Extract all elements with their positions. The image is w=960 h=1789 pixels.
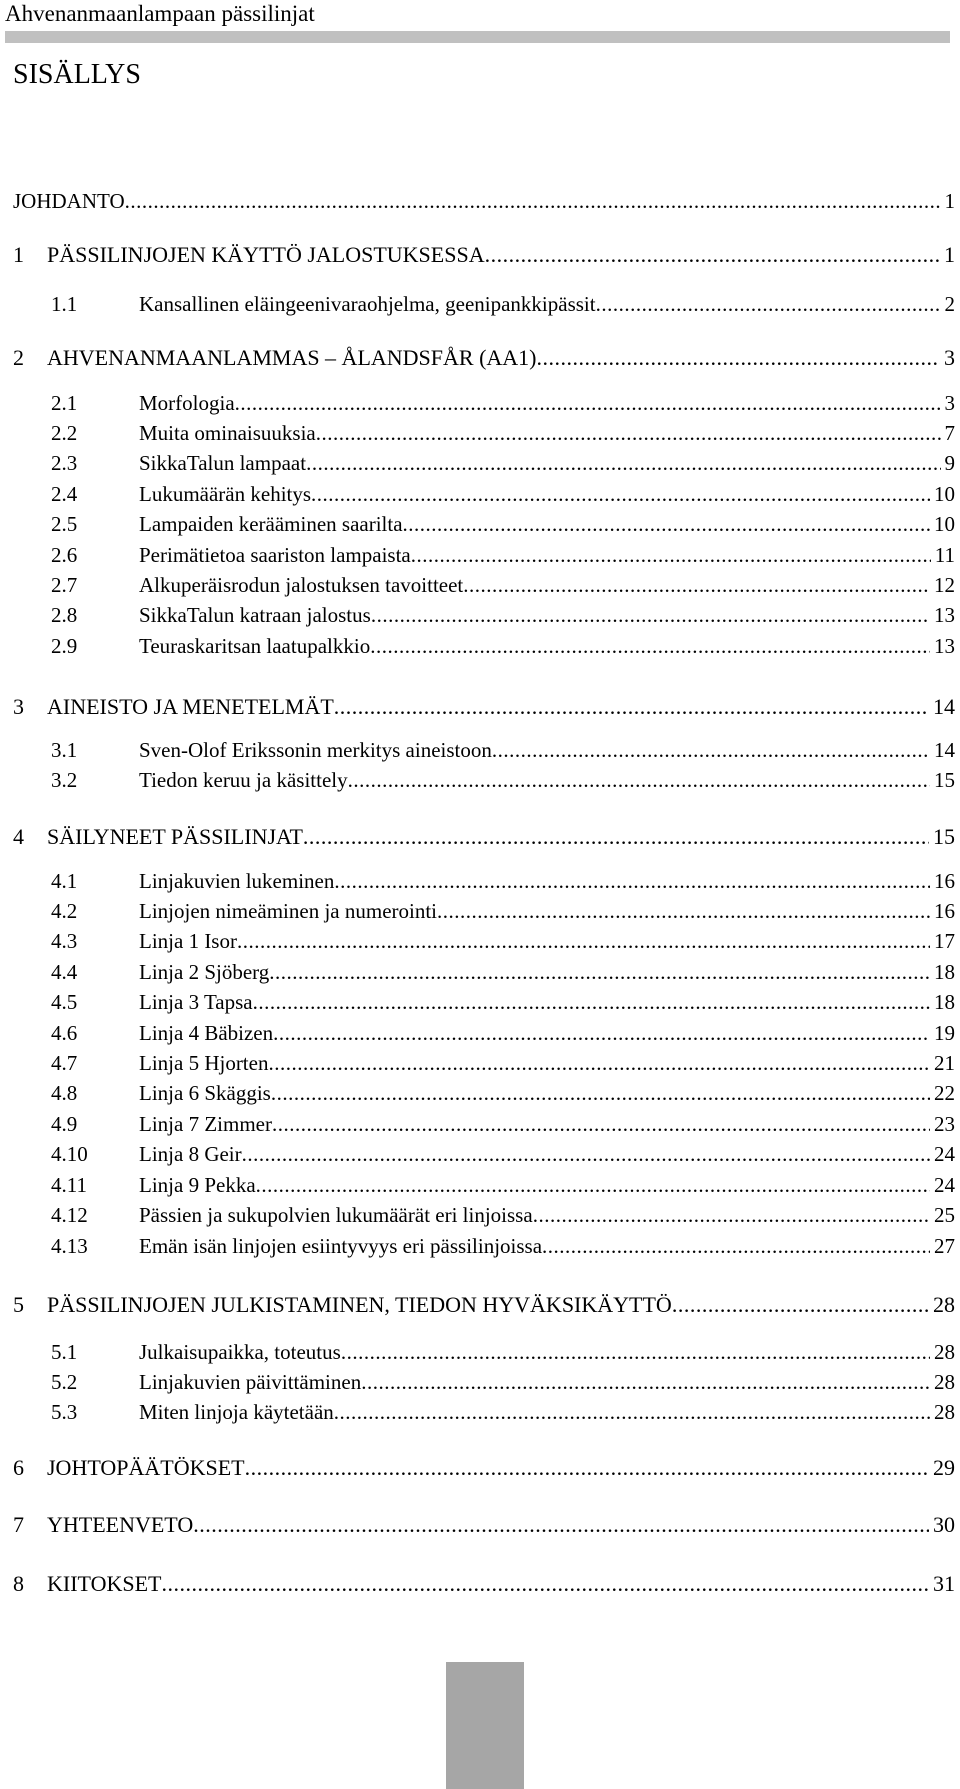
toc-dot-leader	[273, 1018, 930, 1048]
toc-entry-number: 5	[13, 1292, 24, 1317]
toc-dot-leader	[334, 692, 929, 722]
toc-entry-number: 3.2	[51, 768, 78, 792]
toc-entry[interactable]	[13, 289, 955, 319]
header-rule	[5, 31, 950, 43]
toc-entry-page: 12	[934, 573, 955, 597]
toc-entry-title: AHVENANMAANLAMMAS – ÅLANDSFÅR (AA1)	[47, 345, 537, 370]
toc-entry-page: 13	[934, 603, 955, 627]
toc-entry-number: 5.3	[51, 1400, 78, 1424]
toc-entry-page: 7	[944, 421, 955, 445]
toc-entry-title: Linja 3 Tapsa	[139, 990, 253, 1014]
toc-entry[interactable]	[13, 1337, 955, 1367]
toc-entry-title: Perimätietoa saariston lampaista	[139, 543, 411, 567]
toc-entry-number: 8	[13, 1571, 24, 1596]
toc-entry[interactable]	[13, 1200, 955, 1230]
toc-entry-page: 15	[933, 824, 955, 849]
toc-entry-page: 30	[933, 1512, 955, 1537]
toc-entry-number: 4.10	[51, 1142, 88, 1166]
toc-entry[interactable]	[13, 343, 955, 373]
toc-dot-leader	[596, 289, 941, 319]
toc-entry-page: 25	[934, 1203, 955, 1227]
toc-entry[interactable]	[13, 987, 955, 1017]
toc-dot-leader	[161, 1569, 929, 1599]
toc-entry[interactable]	[13, 388, 955, 418]
toc-entry-number: 4.12	[51, 1203, 88, 1227]
toc-entry-page: 14	[934, 738, 955, 762]
toc-entry-number: 6	[13, 1455, 24, 1480]
toc-entry-page: 22	[934, 1081, 955, 1105]
toc-dot-leader	[268, 1048, 930, 1078]
toc-entry-page: 13	[934, 634, 955, 658]
toc-entry-title: Linjojen nimeäminen ja numerointi	[139, 899, 438, 923]
toc-dot-leader	[672, 1290, 929, 1320]
toc-entry-page: 29	[933, 1455, 955, 1480]
toc-dot-leader	[271, 1078, 930, 1108]
toc-entry-page: 23	[934, 1112, 955, 1136]
toc-entry-number: 4.5	[51, 990, 78, 1014]
toc-entry-number: 4.1	[51, 869, 78, 893]
toc-entry-page: 1	[944, 189, 955, 213]
toc-entry[interactable]	[13, 1231, 955, 1261]
toc-dot-leader	[542, 1231, 930, 1261]
toc-dot-leader	[370, 631, 930, 661]
toc-entry-page: 28	[933, 1292, 955, 1317]
toc-dot-leader	[306, 448, 940, 478]
toc-entry[interactable]	[13, 765, 955, 795]
toc-entry[interactable]	[13, 1453, 955, 1483]
toc-entry-page: 24	[934, 1142, 955, 1166]
toc-entry-number: 2	[13, 345, 24, 370]
toc-entry-page: 28	[934, 1400, 955, 1424]
toc-entry[interactable]	[13, 1290, 955, 1320]
toc-dot-leader	[269, 957, 930, 987]
page-title: SISÄLLYS	[13, 59, 141, 90]
toc-dot-leader	[334, 866, 930, 896]
toc-dot-leader	[193, 1510, 929, 1540]
toc-entry[interactable]	[13, 1018, 955, 1048]
toc-entry[interactable]	[13, 822, 955, 852]
toc-entry-page: 21	[934, 1051, 955, 1075]
toc-entry-title: Kansallinen eläingeenivaraohjelma, geenipankkipässit	[139, 292, 596, 316]
toc-entry[interactable]	[13, 1078, 955, 1108]
toc-entry-page: 31	[933, 1571, 955, 1596]
toc-entry-page: 14	[933, 694, 955, 719]
toc-entry-page: 16	[934, 869, 955, 893]
toc-entry[interactable]	[13, 186, 955, 216]
toc-entry-number: 5.1	[51, 1340, 78, 1364]
toc-entry-number: 4.3	[51, 929, 78, 953]
toc-entry-number: 2.9	[51, 634, 78, 658]
toc-entry-page: 19	[934, 1021, 955, 1045]
toc-entry-number: 4.9	[51, 1112, 78, 1136]
toc-entry-title: Lukumäärän kehitys	[139, 482, 312, 506]
toc-dot-leader	[371, 600, 930, 630]
toc-entry-title: Teuraskaritsan laatupalkkio	[139, 634, 371, 658]
toc-entry-title: Emän isän linjojen esiintyvyys eri pässilinjoissa	[139, 1234, 543, 1258]
toc-dot-leader	[256, 1170, 930, 1200]
toc-entry-title: SikkaTalun katraan jalostus	[139, 603, 371, 627]
toc-entry-page: 10	[934, 482, 955, 506]
toc-entry-page: 27	[934, 1234, 955, 1258]
toc-entry-title: Tiedon keruu ja käsittely	[139, 768, 348, 792]
toc-dot-leader	[463, 570, 930, 600]
toc-entry-page: 1	[944, 242, 955, 267]
toc-entry[interactable]	[13, 479, 955, 509]
toc-entry[interactable]	[13, 570, 955, 600]
toc-entry[interactable]	[13, 1397, 955, 1427]
toc-entry-number: 2.6	[51, 543, 78, 567]
toc-entry-title: Linja 1 Isor	[139, 929, 237, 953]
toc-dot-leader	[125, 186, 941, 216]
toc-entry-title: SÄILYNEET PÄSSILINJAT	[47, 824, 303, 849]
toc-entry-title: Linja 9 Pekka	[139, 1173, 256, 1197]
page-number-tab	[446, 1662, 524, 1789]
toc-entry-title: SikkaTalun lampaat	[139, 451, 307, 475]
toc-entry[interactable]	[13, 600, 955, 630]
toc-entry-number: 2.7	[51, 573, 78, 597]
running-header-title: Ahvenanmaanlampaan pässilinjat	[5, 1, 315, 26]
toc-entry[interactable]	[13, 540, 955, 570]
toc-dot-leader	[411, 540, 931, 570]
toc-entry-number: 4.13	[51, 1234, 88, 1258]
toc-entry-number: 4	[13, 824, 24, 849]
toc-dot-leader	[403, 509, 930, 539]
toc-entry[interactable]	[13, 509, 955, 539]
toc-dot-leader	[272, 1109, 930, 1139]
toc-entry-title: Sven-Olof Erikssonin merkitys aineistoon	[139, 738, 492, 762]
toc-entry-page: 10	[934, 512, 955, 536]
toc-entry-page: 11	[934, 543, 955, 567]
toc-entry-number: 2.3	[51, 451, 78, 475]
toc-entry-number: 2.1	[51, 391, 78, 415]
toc-entry-title: Linja 2 Sjöberg	[139, 960, 270, 984]
toc-entry-title: JOHTOPÄÄTÖKSET	[47, 1455, 245, 1480]
toc-entry-page: 24	[934, 1173, 955, 1197]
toc-entry-number: 4.7	[51, 1051, 78, 1075]
toc-entry-title: Linja 6 Skäggis	[139, 1081, 271, 1105]
toc-entry-title: Pässien ja sukupolvien lukumäärät eri linjoissa	[139, 1203, 533, 1227]
toc-entry[interactable]	[13, 957, 955, 987]
toc-entry-page: 3	[944, 391, 955, 415]
toc-dot-leader	[537, 343, 940, 373]
toc-entry-title: Miten linjoja käytetään	[139, 1400, 334, 1424]
toc-entry[interactable]	[13, 692, 955, 722]
toc-entry-title: JOHDANTO	[13, 189, 125, 213]
toc-entry-title: Linja 5 Hjorten	[139, 1051, 269, 1075]
toc-entry-number: 4.4	[51, 960, 78, 984]
toc-entry[interactable]	[13, 240, 955, 270]
toc-dot-leader	[437, 896, 930, 926]
toc-entry-number: 2.8	[51, 603, 78, 627]
toc-entry[interactable]	[13, 1048, 955, 1078]
toc-entry-number: 7	[13, 1512, 24, 1537]
toc-entry-number: 2.2	[51, 421, 78, 445]
toc-dot-leader	[303, 822, 929, 852]
toc-entry[interactable]	[13, 631, 955, 661]
toc-dot-leader	[237, 926, 930, 956]
toc-entry[interactable]	[13, 1139, 955, 1169]
toc-dot-leader	[492, 735, 930, 765]
toc-entry-number: 1.1	[51, 292, 78, 316]
toc-entry-page: 28	[934, 1340, 955, 1364]
toc-entry-number: 4.6	[51, 1021, 78, 1045]
toc-entry-title: Julkaisupaikka, toteutus	[139, 1340, 341, 1364]
toc-entry[interactable]	[13, 896, 955, 926]
toc-entry-number: 4.8	[51, 1081, 78, 1105]
toc-dot-leader	[253, 987, 930, 1017]
toc-entry[interactable]	[13, 418, 955, 448]
toc-entry-title: PÄSSILINJOJEN KÄYTTÖ JALOSTUKSESSA	[47, 242, 485, 267]
toc-entry-page: 9	[944, 451, 955, 475]
toc-entry-title: Linja 7 Zimmer	[139, 1112, 272, 1136]
toc-entry-page: 18	[934, 960, 955, 984]
toc-entry-number: 2.4	[51, 482, 78, 506]
toc-entry-title: AINEISTO JA MENETELMÄT	[47, 694, 334, 719]
toc-entry[interactable]	[13, 735, 955, 765]
toc-dot-leader	[341, 1337, 930, 1367]
toc-entry[interactable]	[13, 866, 955, 896]
toc-entry-number: 3	[13, 694, 24, 719]
toc-entry-number: 2.5	[51, 512, 78, 536]
toc-entry-number: 5.2	[51, 1370, 78, 1394]
toc-entry-page: 18	[934, 990, 955, 1014]
toc-entry-page: 16	[934, 899, 955, 923]
toc-entry-title: Alkuperäisrodun jalostuksen tavoitteet	[139, 573, 464, 597]
toc-entry-number: 1	[13, 242, 24, 267]
toc-entry-page: 15	[934, 768, 955, 792]
toc-dot-leader	[334, 1397, 930, 1427]
toc-entry-title: Muita ominaisuuksia	[139, 421, 316, 445]
toc-entry-title: Linja 4 Bäbizen	[139, 1021, 274, 1045]
toc-entry-page: 28	[934, 1370, 955, 1394]
toc-entry[interactable]	[13, 1170, 955, 1200]
toc-entry-page: 17	[934, 929, 955, 953]
toc-dot-leader	[316, 418, 941, 448]
toc-dot-leader	[485, 240, 940, 270]
toc-entry-title: PÄSSILINJOJEN JULKISTAMINEN, TIEDON HYVÄKSIKÄYTTÖ	[47, 1292, 672, 1317]
toc-entry-title: Linja 8 Geir	[139, 1142, 242, 1166]
toc-dot-leader	[361, 1367, 930, 1397]
toc-dot-leader	[235, 388, 941, 418]
toc-entry[interactable]	[13, 1367, 955, 1397]
toc-entry-number: 4.11	[51, 1173, 87, 1197]
toc-entry[interactable]	[13, 926, 955, 956]
toc-entry-number: 4.2	[51, 899, 78, 923]
toc-entry-number: 3.1	[51, 738, 78, 762]
toc-entry[interactable]	[13, 448, 955, 478]
toc-entry[interactable]	[13, 1569, 955, 1599]
toc-dot-leader	[348, 765, 930, 795]
toc-entry-title: YHTEENVETO	[47, 1512, 194, 1537]
toc-entry[interactable]	[13, 1510, 955, 1540]
toc-entry-page: 2	[944, 292, 955, 316]
toc-entry-title: Morfologia	[139, 391, 235, 415]
toc-dot-leader	[245, 1453, 929, 1483]
toc-entry-title: Linjakuvien päivittäminen	[139, 1370, 362, 1394]
toc-entry-title: Linjakuvien lukeminen	[139, 869, 335, 893]
toc-entry-title: KIITOKSET	[47, 1571, 162, 1596]
toc-dot-leader	[533, 1200, 930, 1230]
toc-entry-page: 3	[944, 345, 955, 370]
toc-entry-title: Lampaiden kerääminen saarilta	[139, 512, 403, 536]
toc-dot-leader	[242, 1139, 930, 1169]
toc-dot-leader	[311, 479, 930, 509]
toc-entry[interactable]	[13, 1109, 955, 1139]
